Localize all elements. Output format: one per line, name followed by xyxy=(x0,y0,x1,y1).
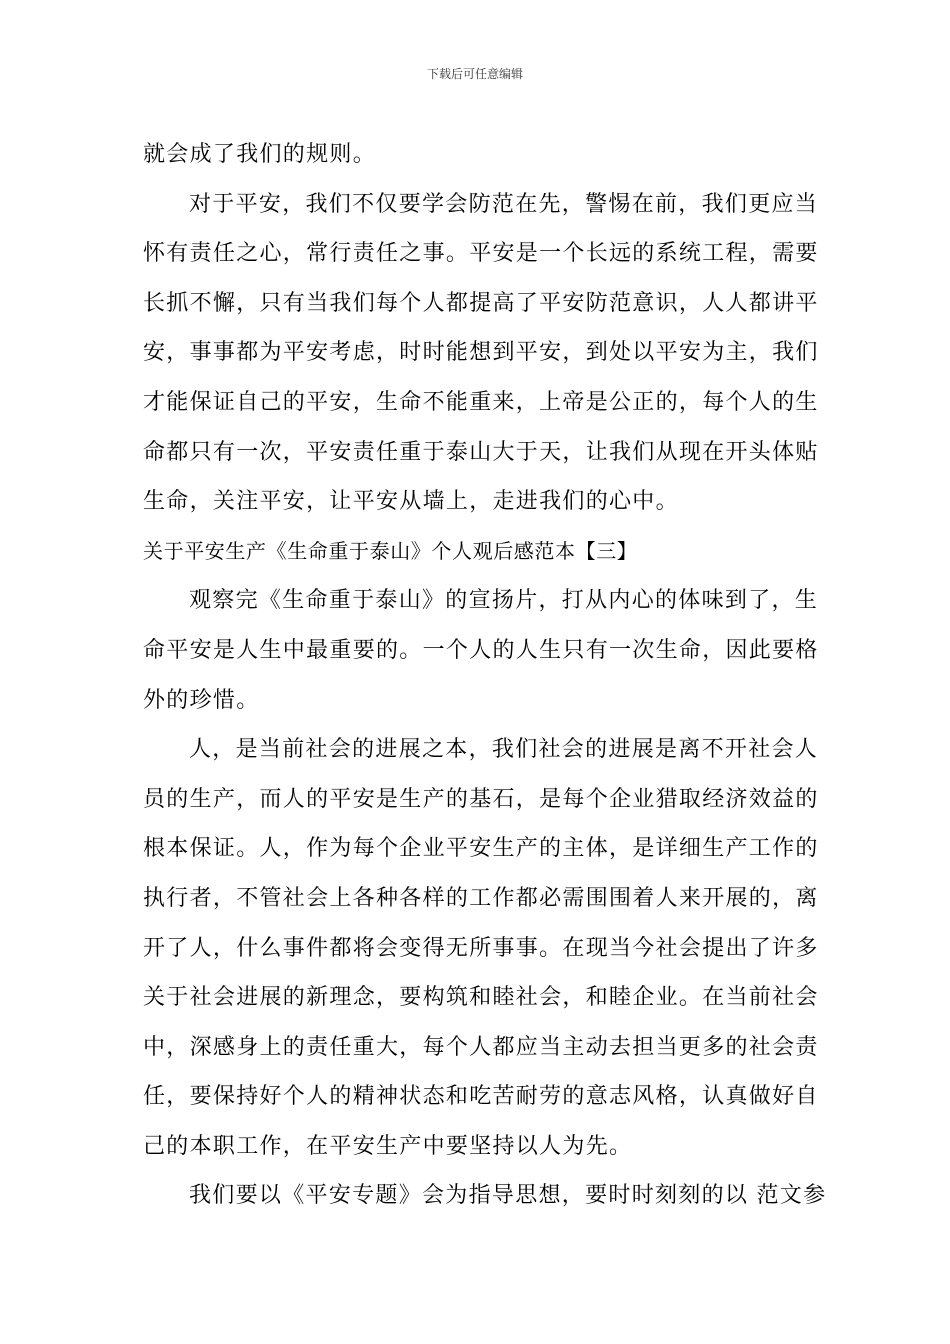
text-line: 外的珍惜。 xyxy=(143,687,260,713)
text-line: 关于社会进展的新理念，要构筑和睦社会，和睦企业。在当前社会 xyxy=(143,985,819,1011)
page-header: 下载后可任意编辑 xyxy=(426,67,523,81)
text-line: 就会成了我们的规则。 xyxy=(143,142,377,167)
text-line: 观察完《生命重于泰山》的宣扬片，打从内心的体味到了，生 xyxy=(189,588,819,614)
section-heading: 关于平安生产《生命重于泰山》个人观后感范本【三】 xyxy=(143,538,638,563)
text-line: 生命，关注平安，让平安从墙上，走进我们的心中。 xyxy=(143,489,679,515)
text-line: 才能保证自己的平安，生命不能重来，上帝是公正的，每个人的生 xyxy=(143,389,819,415)
text-line: 人，是当前社会的进展之本，我们社会的进展是离不开社会人 xyxy=(189,737,819,763)
text-line: 我们要以《平安专题》会为指导思想，要时时刻刻的以 范文参 xyxy=(189,1183,827,1209)
text-line: 长抓不懈，只有当我们每个人都提高了平安防范意识，人人都讲平 xyxy=(143,290,819,316)
text-line: 员的生产，而人的平安是生产的基石，是每个企业猎取经济效益的 xyxy=(143,786,819,812)
text-line: 根本保证。人，作为每个企业平安生产的主体，是详细生产工作的 xyxy=(143,836,819,862)
text-line: 对于平安，我们不仅要学会防范在先，警惕在前，我们更应当 xyxy=(189,191,819,217)
text-line: 中，深感身上的责任重大，每个人都应当主动去担当更多的社会责 xyxy=(143,1034,819,1060)
text-line: 命都只有一次，平安责任重于泰山大于天，让我们从现在开头体贴 xyxy=(143,439,819,465)
text-line: 执行者，不管社会上各种各样的工作都必需围围着人来开展的，离 xyxy=(143,885,819,911)
text-line: 怀有责任之心，常行责任之事。平安是一个长远的系统工程，需要 xyxy=(143,241,819,267)
text-line: 开了人，什么事件都将会变得无所事事。在现当今社会提出了许多 xyxy=(143,935,819,961)
document-body xyxy=(143,130,827,1221)
text-line: 任，要保持好个人的精神状态和吃苦耐劳的意志风格，认真做好自 xyxy=(143,1084,819,1110)
text-line: 命平安是人生中最重要的。一个人的人生只有一次生命，因此要格 xyxy=(143,637,819,663)
text-line: 己的本职工作，在平安生产中要坚持以人为先。 xyxy=(143,1133,633,1159)
text-line: 安，事事都为平安考虑，时时能想到平安，到处以平安为主，我们 xyxy=(143,340,819,366)
